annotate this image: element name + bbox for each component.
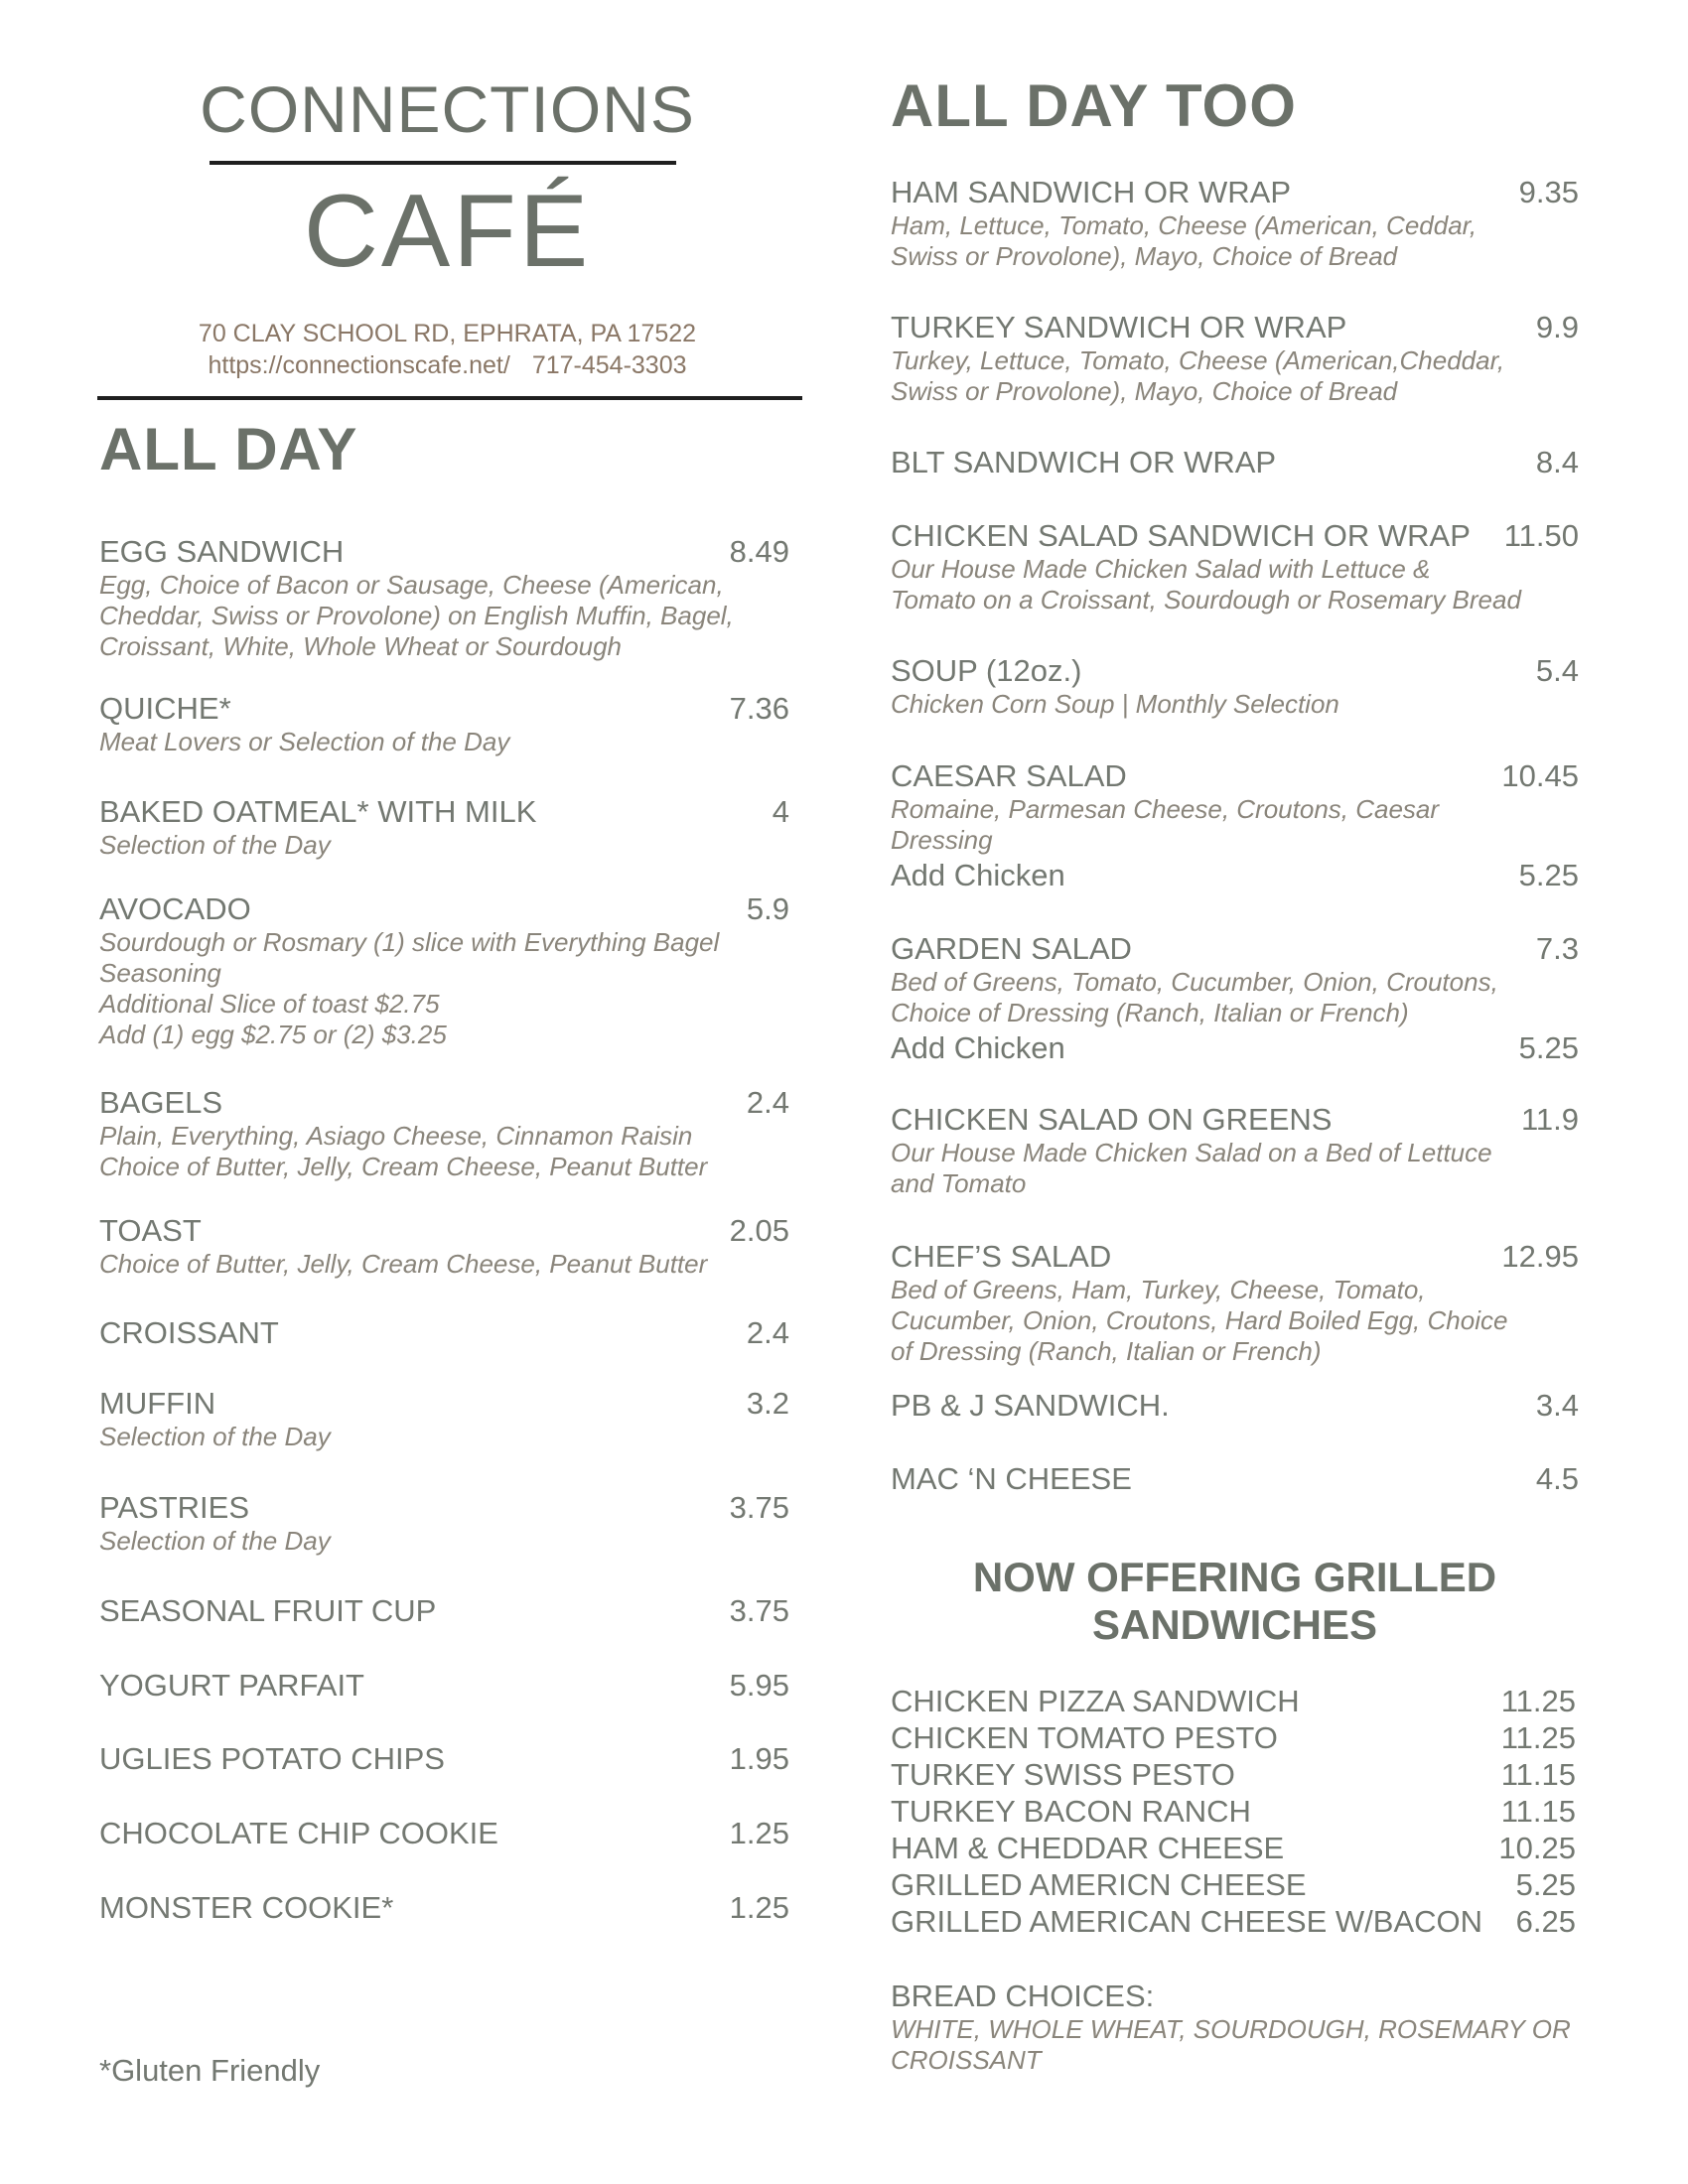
menu-item xyxy=(99,1741,789,1777)
menu-item xyxy=(891,445,1579,480)
menu-item xyxy=(99,1315,789,1351)
menu-item-description: Bed of Greens, Ham, Turkey, Cheese, Tomato, xyxy=(891,1275,1426,1304)
grilled-item xyxy=(891,1866,1576,1903)
menu-item-price: 3.2 xyxy=(746,1386,789,1421)
menu-item xyxy=(99,1668,789,1704)
menu-item xyxy=(99,1386,789,1452)
menu-item-description: Turkey, Lettuce, Tomato, Cheese (American,Cheddar, xyxy=(891,345,1505,375)
menu-item-header xyxy=(99,1593,789,1629)
all-day-title: ALL DAY xyxy=(99,416,358,482)
menu-item-name: CHICKEN SALAD ON GREENS xyxy=(891,1102,1333,1137)
grilled-item-price: 6.25 xyxy=(1515,1904,1576,1939)
menu-item xyxy=(891,1461,1579,1497)
bread-choices xyxy=(891,1979,1586,2076)
grilled-item-price: 11.15 xyxy=(1500,1794,1576,1829)
menu-item-description: Tomato on a Croissant, Sourdough or Rosemary Bread xyxy=(891,585,1521,614)
menu-item xyxy=(99,891,789,1050)
menu-item-header xyxy=(99,1816,789,1851)
menu-item-name: EGG SANDWICH xyxy=(99,534,345,569)
menu-item-name: HAM SANDWICH OR WRAP xyxy=(891,175,1291,209)
grilled-item-name: CHICKEN TOMATO PESTO xyxy=(891,1720,1278,1755)
addon-price: 5.25 xyxy=(1518,858,1579,892)
menu-item-header xyxy=(99,891,789,927)
menu-item-header xyxy=(891,758,1579,794)
menu-item-description: Romaine, Parmesan Cheese, Croutons, Caesar xyxy=(891,794,1440,824)
menu-item xyxy=(891,518,1579,615)
menu-item-price: 10.45 xyxy=(1501,758,1579,793)
menu-item xyxy=(99,1085,789,1182)
grilled-item-name: GRILLED AMERICAN CHEESE W/BACON xyxy=(891,1904,1483,1939)
menu-item-price: 8.4 xyxy=(1535,445,1579,479)
menu-item-name: CAESAR SALAD xyxy=(891,758,1127,793)
menu-item xyxy=(891,175,1579,272)
menu-item-price: 5.4 xyxy=(1535,653,1579,688)
menu-item-description: Swiss or Provolone), Mayo, Choice of Bread xyxy=(891,241,1398,271)
menu-item-price: 8.49 xyxy=(729,534,789,569)
grilled-item xyxy=(891,1793,1576,1830)
menu-item-description: Selection of the Day xyxy=(99,830,331,860)
menu-item xyxy=(891,653,1579,720)
addon-price: 5.25 xyxy=(1518,1030,1579,1065)
grilled-menu xyxy=(891,1683,1576,1940)
all-day-too-title: ALL DAY TOO xyxy=(891,72,1297,139)
menu-item-header xyxy=(891,1388,1579,1424)
website-link[interactable]: https://connectionscafe.net/ xyxy=(208,351,510,379)
menu-item-header xyxy=(891,1239,1579,1275)
bread-choices-line: CROISSANT xyxy=(891,2045,1042,2075)
menu-item-description: Cheddar, Swiss or Provolone) on English Muffin, Bagel, xyxy=(99,601,734,630)
menu-item xyxy=(99,534,789,662)
menu-item xyxy=(99,794,789,861)
menu-item-header xyxy=(891,518,1579,554)
header-divider xyxy=(210,161,676,165)
grilled-item xyxy=(891,1903,1576,1940)
menu-item-header xyxy=(99,1668,789,1704)
grilled-section-title xyxy=(891,1554,1579,1649)
menu-item-price: 11.50 xyxy=(1503,518,1579,553)
grilled-item-name: CHICKEN PIZZA SANDWICH xyxy=(891,1684,1300,1718)
menu-item-description: Our House Made Chicken Salad with Lettuce & xyxy=(891,554,1431,584)
menu-item-header xyxy=(891,653,1579,689)
menu-item-description: Choice of Dressing (Ranch, Italian or French) xyxy=(891,998,1409,1027)
menu-item-name: UGLIES POTATO CHIPS xyxy=(99,1741,445,1776)
menu-item-header xyxy=(99,1890,789,1926)
menu-item-description: Meat Lovers or Selection of the Day xyxy=(99,727,510,756)
section-divider xyxy=(97,396,802,400)
menu-item-name: BAKED OATMEAL* WITH MILK xyxy=(99,794,537,829)
bread-choices-line: WHITE, WHOLE WHEAT, SOURDOUGH, ROSEMARY OR xyxy=(891,2014,1571,2044)
grilled-item-price: 11.25 xyxy=(1500,1684,1576,1718)
menu-item-header xyxy=(99,794,789,830)
menu-item xyxy=(99,1890,789,1926)
menu-item-price: 4 xyxy=(772,794,789,829)
cafe-name-line1: CONNECTIONS xyxy=(200,72,695,146)
menu-item-price: 1.95 xyxy=(729,1741,789,1776)
menu-item-description: Egg, Choice of Bacon or Sausage, Cheese (American, xyxy=(99,570,724,600)
grilled-item-name: GRILLED AMERICN CHEESE xyxy=(891,1867,1307,1902)
grilled-item-name: HAM & CHEDDAR CHEESE xyxy=(891,1831,1285,1865)
menu-item-header xyxy=(891,175,1579,210)
menu-item-name: MAC ‘N CHEESE xyxy=(891,1461,1132,1496)
menu-item-price: 11.9 xyxy=(1520,1102,1579,1137)
menu-item-name: QUICHE* xyxy=(99,691,231,726)
menu-item-price: 1.25 xyxy=(729,1816,789,1850)
menu-item-price: 7.3 xyxy=(1535,931,1579,966)
grilled-item xyxy=(891,1683,1576,1719)
menu-item-header xyxy=(99,1085,789,1121)
menu-item-description: Add (1) egg $2.75 or (2) $3.25 xyxy=(99,1020,447,1049)
menu-item-description: Swiss or Provolone), Mayo, Choice of Bread xyxy=(891,376,1398,406)
grilled-item-price: 11.25 xyxy=(1500,1720,1576,1755)
menu-item xyxy=(891,310,1579,407)
bread-choices-title: BREAD CHOICES: xyxy=(891,1979,1155,2013)
menu-item-description: Croissant, White, Whole Wheat or Sourdough xyxy=(99,631,623,661)
menu-item-name: PASTRIES xyxy=(99,1490,250,1525)
menu-item-header xyxy=(99,691,789,727)
menu-item-header xyxy=(99,1315,789,1351)
grilled-title-line1: NOW OFFERING GRILLED xyxy=(972,1554,1497,1600)
menu-item-description: Ham, Lettuce, Tomato, Cheese (American, Ceddar, xyxy=(891,210,1477,240)
menu-item-description: Our House Made Chicken Salad on a Bed of Lettuce xyxy=(891,1138,1492,1167)
menu-item-name: CHEF’S SALAD xyxy=(891,1239,1112,1274)
menu-item xyxy=(99,1213,789,1280)
menu-item-name: YOGURT PARFAIT xyxy=(99,1668,364,1703)
cafe-name-line2: CAFÉ xyxy=(303,174,592,289)
gluten-footnote: *Gluten Friendly xyxy=(99,2053,321,2088)
menu-item-description: Seasoning xyxy=(99,958,221,988)
menu-item-price: 3.4 xyxy=(1535,1388,1579,1423)
menu-item-name: PB & J SANDWICH. xyxy=(891,1388,1170,1423)
menu-item-name: TOAST xyxy=(99,1213,202,1248)
menu-item xyxy=(891,1239,1579,1367)
menu-item-name: CROISSANT xyxy=(99,1315,279,1350)
grilled-item xyxy=(891,1830,1576,1866)
phone-number: 717-454-3303 xyxy=(531,351,687,379)
menu-item-description: Sourdough or Rosmary (1) slice with Everything Bagel xyxy=(99,927,720,957)
menu-item-addon xyxy=(891,1030,1579,1066)
menu-item-addon xyxy=(891,858,1579,893)
menu-item xyxy=(99,1816,789,1851)
menu-item-header xyxy=(99,534,789,570)
menu-item-price: 2.4 xyxy=(746,1085,789,1120)
menu-item-price: 1.25 xyxy=(729,1890,789,1925)
menu-item xyxy=(891,1388,1579,1424)
menu-item-header xyxy=(99,1741,789,1777)
menu-item-description: Dressing xyxy=(891,825,993,855)
menu-item-description: Choice of Butter, Jelly, Cream Cheese, Peanut Butter xyxy=(99,1152,708,1181)
menu-item-name: BLT SANDWICH OR WRAP xyxy=(891,445,1277,479)
menu-item-name: CHICKEN SALAD SANDWICH OR WRAP xyxy=(891,518,1471,553)
menu-item xyxy=(891,931,1579,1066)
menu-item-description: and Tomato xyxy=(891,1168,1027,1198)
grilled-item-price: 11.15 xyxy=(1500,1757,1576,1792)
menu-item-name: BAGELS xyxy=(99,1085,223,1120)
menu-item-header xyxy=(891,931,1579,967)
menu-item-description: of Dressing (Ranch, Italian or French) xyxy=(891,1336,1322,1366)
menu-item-description: Selection of the Day xyxy=(99,1526,331,1556)
menu-item-description: Cucumber, Onion, Croutons, Hard Boiled Egg, Choice xyxy=(891,1305,1508,1335)
menu-item-name: CHOCOLATE CHIP COOKIE xyxy=(99,1816,498,1850)
menu-item-name: SOUP (12oz.) xyxy=(891,653,1082,688)
menu-item xyxy=(891,1102,1579,1199)
menu-item-price: 9.35 xyxy=(1518,175,1579,209)
addon-label: Add Chicken xyxy=(891,858,1065,892)
menu-item-description: Bed of Greens, Tomato, Cucumber, Onion, Croutons, xyxy=(891,967,1498,997)
menu-item-header xyxy=(891,310,1579,345)
menu-item-description: Chicken Corn Soup | Monthly Selection xyxy=(891,689,1339,719)
menu-item xyxy=(99,691,789,757)
grilled-item xyxy=(891,1756,1576,1793)
menu-item-name: MONSTER COOKIE* xyxy=(99,1890,394,1925)
menu-item-header xyxy=(99,1386,789,1422)
grilled-item-price: 10.25 xyxy=(1498,1831,1576,1865)
menu-item-name: GARDEN SALAD xyxy=(891,931,1132,966)
menu-item-price: 5.9 xyxy=(746,891,789,926)
menu-item-description: Selection of the Day xyxy=(99,1422,331,1451)
menu-item-header xyxy=(99,1490,789,1526)
menu-item-price: 3.75 xyxy=(729,1593,789,1628)
grilled-item-name: TURKEY SWISS PESTO xyxy=(891,1757,1235,1792)
grilled-item xyxy=(891,1719,1576,1756)
menu-item-header xyxy=(99,1213,789,1249)
grilled-title-line2: SANDWICHES xyxy=(1091,1601,1377,1648)
contact-info xyxy=(97,318,797,381)
menu-item-header xyxy=(891,1102,1579,1138)
cafe-header xyxy=(97,71,797,389)
menu-item-name: SEASONAL FRUIT CUP xyxy=(99,1593,437,1628)
menu-item-price: 2.05 xyxy=(729,1213,789,1248)
menu-item-description: Plain, Everything, Asiago Cheese, Cinnamon Raisin xyxy=(99,1121,693,1151)
grilled-item-name: TURKEY BACON RANCH xyxy=(891,1794,1251,1829)
menu-item-name: AVOCADO xyxy=(99,891,251,926)
menu-item-price: 3.75 xyxy=(729,1490,789,1525)
menu-item-description: Choice of Butter, Jelly, Cream Cheese, Peanut Butter xyxy=(99,1249,708,1279)
menu-item-name: TURKEY SANDWICH OR WRAP xyxy=(891,310,1347,344)
menu-item-price: 7.36 xyxy=(729,691,789,726)
menu-item-header xyxy=(891,445,1579,480)
address: 70 CLAY SCHOOL RD, EPHRATA, PA 17522 xyxy=(198,320,697,347)
menu-item-price: 5.95 xyxy=(729,1668,789,1703)
menu-item-header xyxy=(891,1461,1579,1497)
menu-item-description: Additional Slice of toast $2.75 xyxy=(99,989,440,1019)
menu-item-name: MUFFIN xyxy=(99,1386,216,1421)
grilled-item-price: 5.25 xyxy=(1515,1867,1576,1902)
menu-item xyxy=(99,1593,789,1629)
menu-item-price: 9.9 xyxy=(1535,310,1579,344)
menu-item xyxy=(99,1490,789,1557)
menu-item-price: 12.95 xyxy=(1501,1239,1579,1274)
menu-item-price: 2.4 xyxy=(746,1315,789,1350)
addon-label: Add Chicken xyxy=(891,1030,1065,1065)
menu-item xyxy=(891,758,1579,893)
menu-item-price: 4.5 xyxy=(1535,1461,1579,1496)
